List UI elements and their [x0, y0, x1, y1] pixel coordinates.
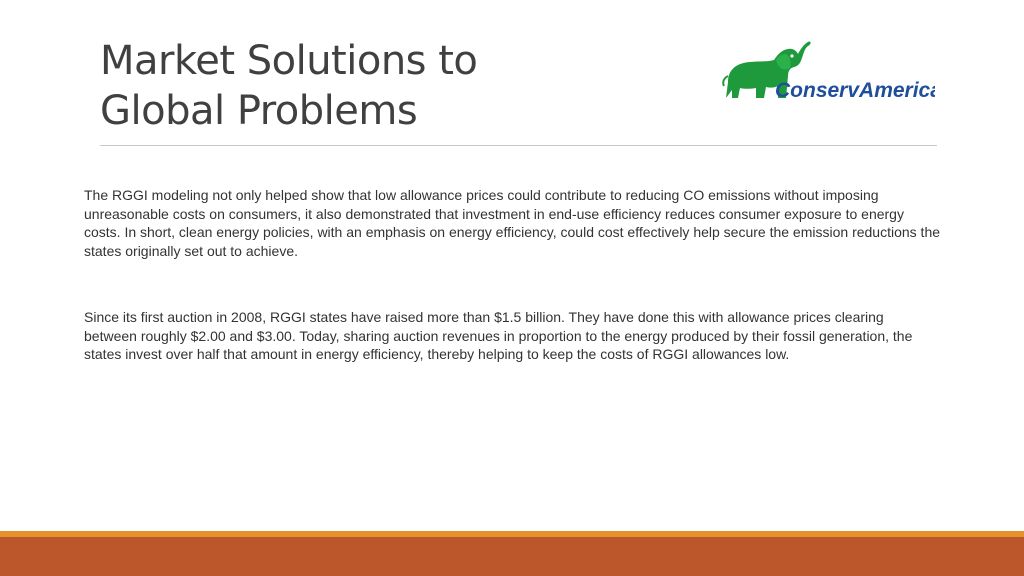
- logo-text: ConservAmerica: [775, 79, 935, 102]
- paragraph-2: Since its first auction in 2008, RGGI states have raised more than $1.5 billion. They have done this with allowance prices clearing between roughly $2.00 and $3.00. Today, sharing auction revenues in proportion to the energy produced by their fossil generation, the states invest over half that amount in energy efficiency, thereby helping to keep the costs of RGGI allowances low.: [84, 309, 913, 362]
- footer-bar: [0, 537, 1024, 576]
- slide-title: [100, 36, 660, 136]
- paragraph-1: The RGGI modeling not only helped show that low allowance prices could contribute to reducing CO emissions without imposing unreasonable costs on consumers, it also demonstrated that investment in end-use efficiency reduces consumer exposure to energy costs. In short, clean energy policies, with an emphasis on energy efficiency, could cost effectively help secure the emission reductions the states originally set out to achieve.: [84, 187, 941, 259]
- elephant-icon: [720, 36, 935, 106]
- title-divider: [100, 145, 937, 146]
- title-line-2: Global Problems: [100, 88, 418, 134]
- conservamerica-logo: [720, 36, 935, 106]
- title-line-1: Market Solutions to: [100, 38, 478, 84]
